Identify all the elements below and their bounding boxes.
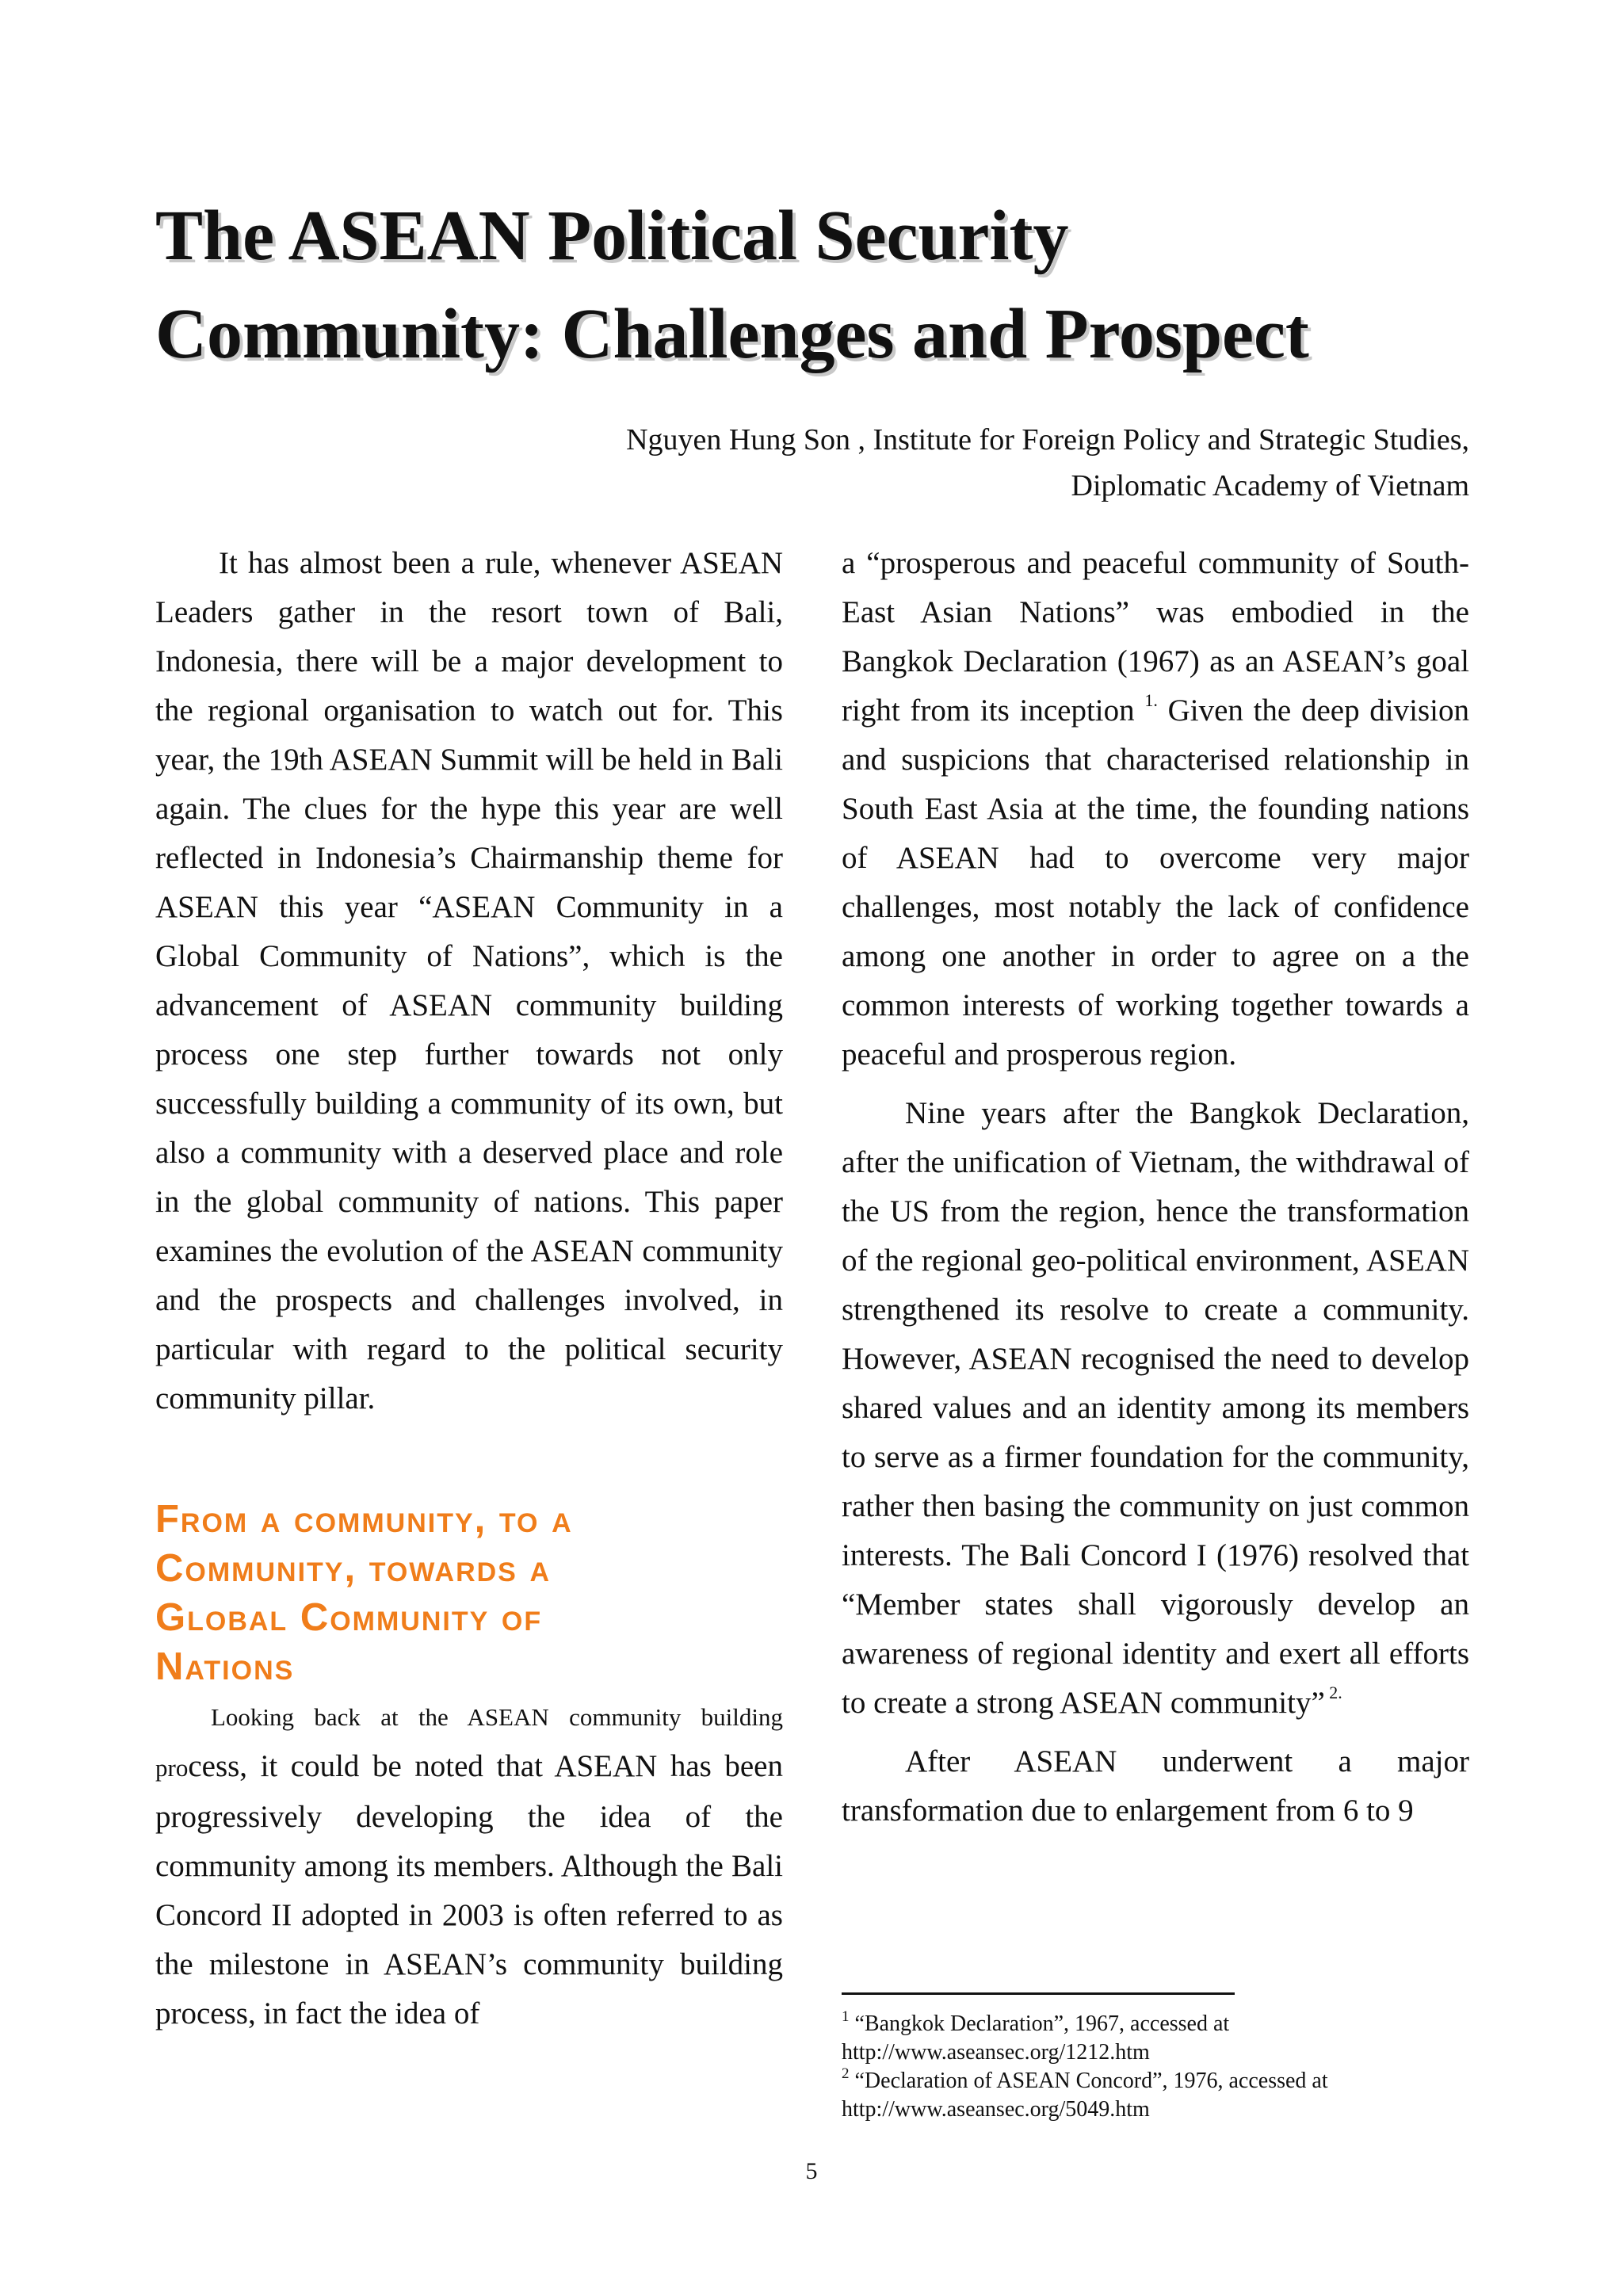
section-heading bbox=[155, 1495, 783, 1691]
article-title bbox=[155, 187, 1503, 384]
section-heading-line-3: Global Community of bbox=[155, 1596, 543, 1639]
intro-paragraph: It has almost been a rule, whenever ASEAN Leaders gather in the resort town of Bali, Indonesia, there will be a major development to the regional organisation to watch out for. This year, the 19th ASEAN Summit will be held in Bali again. The clues for the hype this year are well reflected in Indonesia’s Chairmanship theme for ASEAN this year “ASEAN Community in a Global Community of Nations”, which is the advancement of ASEAN community building process one step further towards not only successfully building a community of its own, but also a community with a deserved place and role in the global community of nations. This paper examines the evolution of the ASEAN community and the prospects and challenges involved, in particular with regard to the political security community pillar. bbox=[155, 546, 783, 1415]
section-heading-line-2: Community, towards a bbox=[155, 1547, 552, 1590]
footnote-2 bbox=[842, 2067, 1469, 2124]
section-paragraph-rest: cess, it could be noted that ASEAN has been progressively developing the idea of the community among its members. Although the Bali Concord II adopted in 2003 is often referred to as the milestone in ASEAN’s community building process, in fact the idea of bbox=[155, 1749, 783, 2030]
footnote-ref-2[interactable]: 2. bbox=[1324, 1683, 1342, 1702]
right-paragraph-2-text: Nine years after the Bangkok Declaration, after the unification of Vietnam, the withdrawal of the US from the region, hence the transformation of the regional geo-political environment, ASEAN strengthened its resolve to create a community. However, ASEAN recognised the need to develop shared values and an identity among its members to serve as a firmer foundation for the community, rather then basing the community on just common interests. The Bali Concord I (1976) resolved that “Member states shall vigorously develop an awareness of regional identity and exert all efforts to create a strong ASEAN community” bbox=[842, 1096, 1469, 1720]
footnote-ref-1[interactable]: 1. bbox=[1144, 690, 1158, 710]
footnote-2-text: “Declaration of ASEAN Concord”, 1976, accessed at http://www.aseansec.org/5049.htm bbox=[842, 2069, 1328, 2122]
section-heading-line-1: From a community, to a bbox=[155, 1498, 573, 1541]
author-line-2: Diplomatic Academy of Vietnam bbox=[1071, 469, 1469, 502]
section-paragraph bbox=[155, 1691, 783, 2038]
right-paragraph-3: After ASEAN underwent a major transformation due to enlargement from 6 to 9 bbox=[842, 1744, 1469, 1828]
title-line-1: The ASEAN Political Security bbox=[155, 197, 1069, 275]
right-paragraph-1-text-a: a “prosperous and peaceful community of South-East Asian Nations” was embodied in the Bangkok Declaration (1967) as an ASEAN’s goal right from its inception bbox=[842, 546, 1469, 728]
author-affiliation bbox=[360, 417, 1469, 509]
footnote-1 bbox=[842, 2010, 1469, 2067]
right-column bbox=[842, 539, 1469, 1836]
section-paragraph-start: Looking back at the ASEAN community building pro bbox=[155, 1703, 783, 1782]
right-paragraph-1 bbox=[842, 539, 1469, 1079]
author-line-1: Nguyen Hung Son , Institute for Foreign Policy and Strategic Studies, bbox=[626, 423, 1469, 457]
footnote-1-number: 1 bbox=[842, 2008, 850, 2025]
title-line-2: Community: Challenges and Prospect bbox=[155, 295, 1309, 373]
footnote-separator bbox=[842, 1992, 1235, 1995]
page-number: 5 bbox=[805, 2158, 818, 2184]
section-heading-line-4: Nations bbox=[155, 1645, 295, 1688]
right-paragraph-1-text-b: Given the deep division and suspicions that characterised relationship in South East Asia at the time, the founding nations of ASEAN had to overcome very major challenges, most notably the lack of confidence among one another in order to agree on a the common interests of working together towards a peaceful and prosperous region. bbox=[842, 693, 1469, 1072]
footnotes bbox=[842, 2010, 1469, 2124]
right-paragraph-2 bbox=[842, 1089, 1469, 1728]
footnote-1-text: “Bangkok Declaration”, 1967, accessed at http://www.aseansec.org/1212.htm bbox=[842, 2011, 1230, 2065]
left-column bbox=[155, 539, 783, 2038]
footnote-2-number: 2 bbox=[842, 2065, 850, 2082]
